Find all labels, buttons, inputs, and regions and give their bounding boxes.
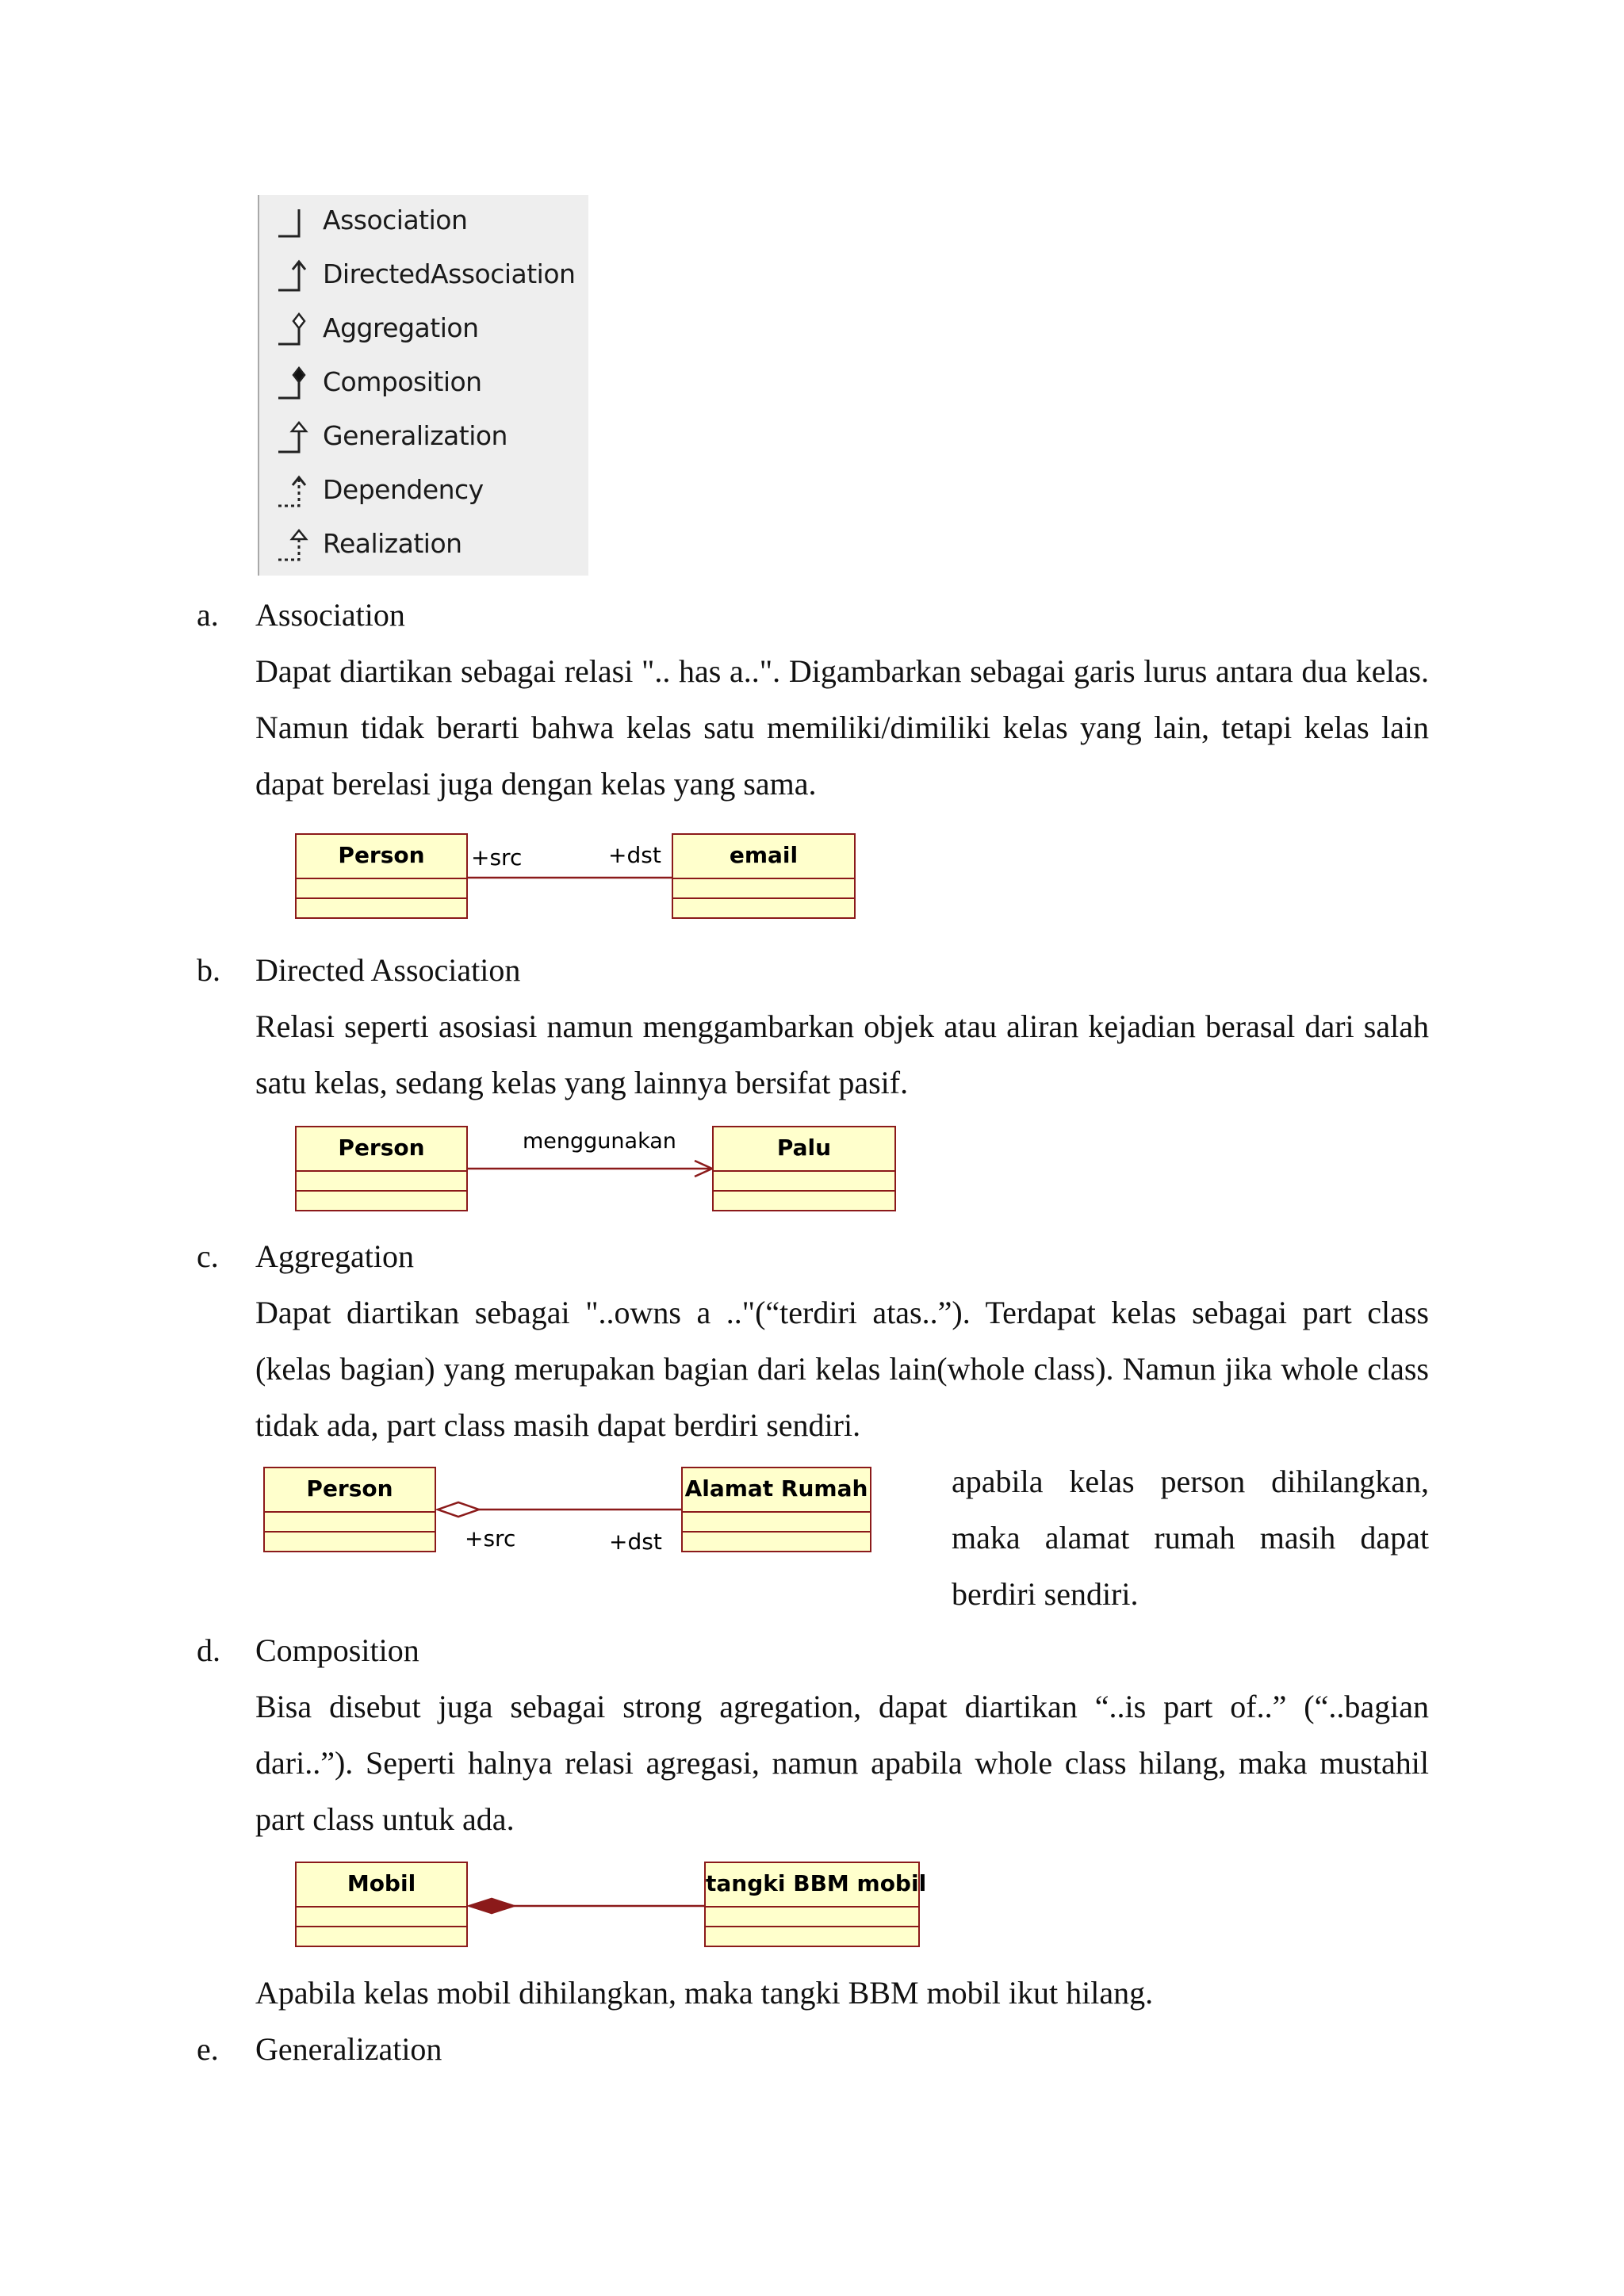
section-title-composition: Composition	[255, 1632, 419, 1668]
directed-association-arrow	[468, 1159, 714, 1178]
section-title-generalization: Generalization	[255, 2031, 442, 2067]
class-name: Person	[297, 835, 466, 879]
uml-class-email	[672, 833, 856, 919]
class-name: Palu	[714, 1127, 894, 1172]
palette-label: Association	[323, 205, 468, 235]
class-operations	[297, 1927, 466, 1947]
palette-item-composition	[259, 357, 588, 411]
aggregation-side-note-line1: apabila kelas person dihilangkan,	[952, 1464, 1429, 1499]
class-name: tangki BBM mobil	[706, 1863, 918, 1908]
src-role-label: +src	[465, 1525, 516, 1552]
class-attributes	[683, 1513, 870, 1533]
uml-class-palu	[712, 1126, 896, 1211]
directed-association-icon	[275, 257, 310, 297]
uml-relation-palette	[258, 195, 588, 576]
generalization-icon	[275, 419, 310, 458]
class-attributes	[297, 879, 466, 899]
palette-item-association	[259, 195, 588, 249]
class-name: Person	[265, 1468, 435, 1513]
dependency-icon	[275, 473, 310, 512]
edge-label: menggunakan	[523, 1129, 676, 1154]
class-operations	[706, 1927, 918, 1947]
section-title-association: Association	[255, 597, 405, 633]
aggregation-side-note-line2: maka alamat rumah masih dapat	[952, 1520, 1429, 1556]
class-operations	[297, 899, 466, 919]
class-operations	[673, 899, 854, 919]
palette-item-dependency	[259, 465, 588, 519]
class-attributes	[714, 1172, 894, 1192]
class-attributes	[673, 879, 854, 899]
class-name: email	[673, 835, 854, 879]
dst-role-label: +dst	[608, 842, 661, 868]
composition-paragraph: Bisa disebut juga sebagai strong agregation, dapat diartikan “..is part of..” (“..bagian dari..”). Seperti halnya relasi agregasi, namun apabila whole class hilang, maka mustahil part class untuk ada.	[255, 1689, 1429, 1837]
palette-label: Dependency	[323, 474, 484, 505]
palette-item-directed-association	[259, 249, 588, 303]
class-operations	[714, 1192, 894, 1211]
section-letter: a.	[197, 597, 219, 633]
dst-role-label: +dst	[609, 1529, 662, 1555]
class-name: Person	[297, 1127, 466, 1172]
src-role-label: +src	[471, 844, 523, 871]
section-title-directed-association: Directed Association	[255, 952, 521, 988]
association-icon	[275, 203, 310, 243]
class-operations	[297, 1192, 466, 1211]
composition-note: Apabila kelas mobil dihilangkan, maka tangki BBM mobil ikut hilang.	[255, 1975, 1154, 2011]
aggregation-icon	[275, 311, 310, 350]
class-operations	[683, 1533, 870, 1552]
section-title-aggregation: Aggregation	[255, 1238, 414, 1274]
composition-line	[468, 1896, 706, 1915]
uml-class-alamat-rumah	[681, 1467, 871, 1552]
section-letter: e.	[197, 2031, 219, 2067]
palette-item-aggregation	[259, 303, 588, 357]
section-letter: c.	[197, 1238, 219, 1274]
section-letter: b.	[197, 952, 220, 988]
class-attributes	[297, 1908, 466, 1927]
aggregation-line	[436, 1500, 682, 1519]
uml-class-mobil	[295, 1862, 468, 1947]
palette-item-realization	[259, 519, 588, 572]
uml-class-person	[295, 1126, 468, 1211]
class-attributes	[706, 1908, 918, 1927]
association-paragraph: Dapat diartikan sebagai relasi ".. has a..". Digambarkan sebagai garis lurus antara dua kelas. Namun tidak berarti bahwa kelas satu memiliki/dimiliki kelas yang lain, tetapi kelas lain dapat berelasi juga dengan kelas yang sama.	[255, 653, 1429, 802]
composition-icon	[275, 365, 310, 404]
palette-label: Aggregation	[323, 312, 479, 343]
directed-association-paragraph: Relasi seperti asosiasi namun menggambarkan objek atau aliran kejadian berasal dari salah satu kelas, sedang kelas yang lainnya bersifat pasif.	[255, 1008, 1429, 1100]
palette-label: Generalization	[323, 420, 508, 451]
uml-class-tangki-bbm-mobil	[704, 1862, 927, 1947]
aggregation-side-note-line3: berdiri sendiri.	[952, 1576, 1139, 1612]
uml-class-person	[263, 1467, 436, 1552]
uml-class-person	[295, 833, 468, 919]
realization-icon	[275, 526, 310, 566]
class-name: Alamat Rumah	[683, 1468, 870, 1513]
class-operations	[265, 1533, 435, 1552]
association-line	[468, 872, 672, 880]
palette-label: DirectedAssociation	[323, 258, 576, 289]
aggregation-paragraph: Dapat diartikan sebagai "..owns a .."(“terdiri atas..”). Terdapat kelas sebagai part class (kelas bagian) yang merupakan bagian dari kelas lain(whole class). Namun jika whole class tidak ada, part class masih dapat berdiri sendiri.	[255, 1295, 1429, 1443]
palette-label: Composition	[323, 366, 482, 397]
class-attributes	[297, 1172, 466, 1192]
palette-label: Realization	[323, 528, 462, 559]
class-attributes	[265, 1513, 435, 1533]
section-letter: d.	[197, 1632, 220, 1668]
class-name: Mobil	[297, 1863, 466, 1908]
palette-item-generalization	[259, 411, 588, 465]
